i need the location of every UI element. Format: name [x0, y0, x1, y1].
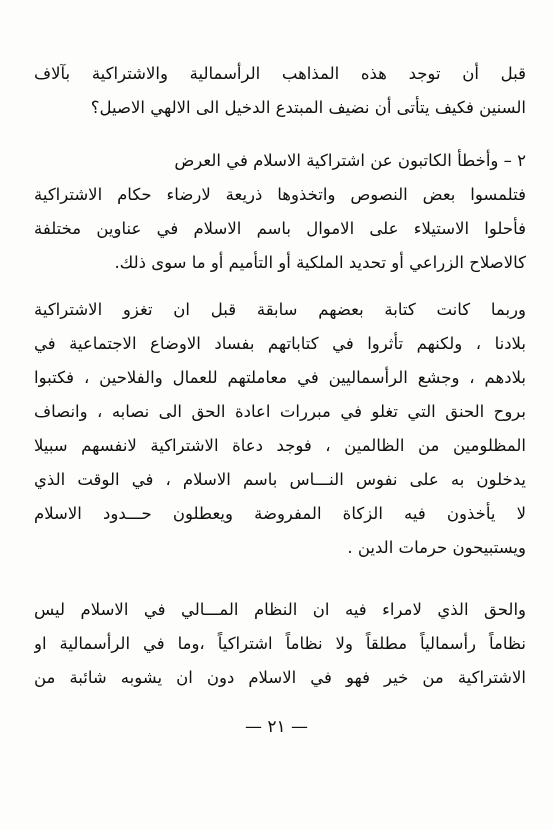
- text-line: فأحلوا الاستيلاء على الاموال باسم الاسلام في عناوين مختلفة: [34, 219, 526, 238]
- text-line: كالاصلاح الزراعي أو تحديد الملكية أو التأميم أو ما سوى ذلك.: [114, 253, 526, 272]
- text-line: بلادهم ، وجشع الرأسماليين في معاملتهم للعمال والفلاحين ، فكتبوا: [34, 368, 526, 387]
- paragraph-4: [34, 593, 526, 695]
- text-line: المظلومين من الظالمين ، فوجد دعاة الاشتراكية لانفسهم سبيلا: [34, 436, 526, 455]
- text-line: ويستبيحون حرمات الدين .: [347, 538, 526, 557]
- text-line: بروح الحنق التي تغلو في مبررات اعادة الحق الى نصابه ، وانصاف: [34, 402, 526, 421]
- paragraph-1: [34, 57, 526, 125]
- text-line: والحق الذي لامراء فيه ان النظام المـــالي في الاسلام ليس: [34, 600, 526, 619]
- text-line: السنين فكيف يتأتى أن نضيف المبتدع الدخيل الى الالهي الاصيل؟: [90, 98, 526, 117]
- paragraph-3: [34, 293, 526, 565]
- text-line: بلادنا ، ولكنهم تأثروا في كتاباتهم بفساد الاوضاع الاجتماعية في: [34, 334, 526, 353]
- page-number: — ٢١ —: [244, 717, 309, 737]
- text-line: ٢ – وأخطأ الكاتبون عن اشتراكية الاسلام في العرض: [174, 151, 526, 170]
- text-line: لا يأخذون فيه الزكاة المفروضة ويعطلون حـــدود الاسلام: [34, 504, 526, 523]
- text-line: الاشتراكية من خير فهو في الاسلام دون ان يشوبه شائبة من: [34, 668, 526, 687]
- text-line: فتلمسوا بعض النصوص واتخذوها ذريعة لارضاء حكام الاشتراكية: [34, 185, 526, 204]
- paragraph-2: [34, 144, 526, 280]
- text-line: نظاماً رأسمالياً مطلقاً ولا نظاماً اشتراكياً ،وما في الرأسمالية او: [34, 634, 526, 653]
- text-line: قبل أن توجد هذه المذاهب الرأسمالية والاشتراكية بآلاف: [34, 64, 526, 83]
- text-line: يدخلون به على نفوس النـــاس باسم الاسلام ، في الوقت الذي: [34, 470, 526, 489]
- text-line: وربما كانت كتابة بعضهم سابقة قبل ان تغزو الاشتراكية: [34, 300, 526, 319]
